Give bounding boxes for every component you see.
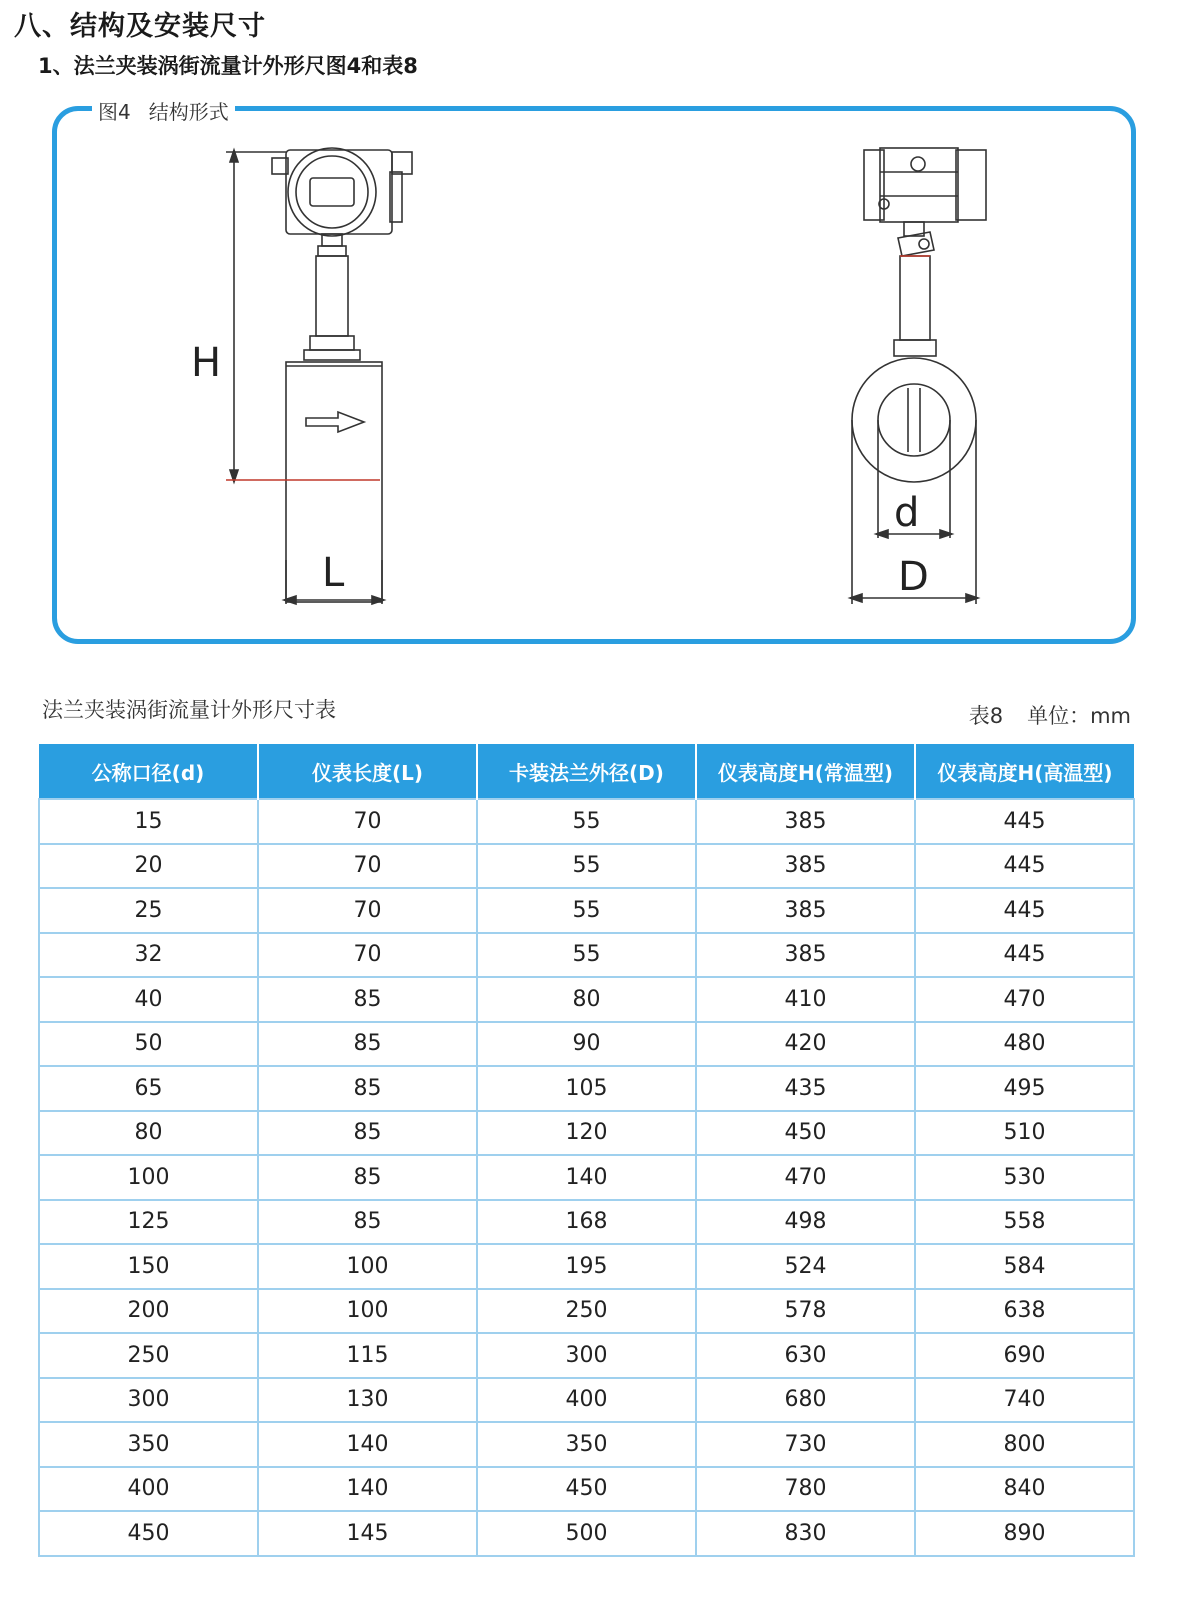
table-cell: 558 (915, 1200, 1134, 1245)
table-row (39, 1378, 1134, 1423)
flowmeter-drawing (0, 0, 1183, 660)
table-cell: 90 (477, 1022, 696, 1067)
column-header-flange-diameter: 卡装法兰外径(D) (477, 744, 696, 799)
table-cell: 85 (258, 1155, 477, 1200)
dim-label-h: H (191, 340, 222, 386)
table-cell: 70 (258, 933, 477, 978)
table-cell: 498 (696, 1200, 915, 1245)
table-cell: 105 (477, 1066, 696, 1111)
side-view-drawing (226, 148, 412, 604)
table-cell: 200 (39, 1289, 258, 1334)
table-cell: 85 (258, 1111, 477, 1156)
section-heading: 八、结构及安装尺寸 (14, 11, 266, 42)
table-cell: 530 (915, 1155, 1134, 1200)
column-header-nominal-diameter: 公称口径(d) (39, 744, 258, 799)
table-cell: 80 (477, 977, 696, 1022)
table-row (39, 977, 1134, 1022)
table-unit: 单位：mm (1027, 704, 1131, 728)
table-cell: 445 (915, 888, 1134, 933)
table-cell: 300 (477, 1333, 696, 1378)
dim-label-l: L (322, 550, 345, 596)
table-cell: 32 (39, 933, 258, 978)
table-row (39, 799, 1134, 844)
table-cell: 470 (696, 1155, 915, 1200)
table-cell: 630 (696, 1333, 915, 1378)
table-cell: 495 (915, 1066, 1134, 1111)
table-body (39, 799, 1134, 1556)
table-cell: 140 (258, 1467, 477, 1512)
table-cell: 55 (477, 844, 696, 889)
table-number-unit (969, 700, 1131, 730)
table-cell: 85 (258, 977, 477, 1022)
table-cell: 410 (696, 977, 915, 1022)
table-cell: 445 (915, 799, 1134, 844)
table-cell: 840 (915, 1467, 1134, 1512)
table-cell: 385 (696, 799, 915, 844)
column-header-height-normal: 仪表高度H(常温型) (696, 744, 915, 799)
table-cell: 145 (258, 1511, 477, 1556)
table-row (39, 1511, 1134, 1556)
table-cell: 830 (696, 1511, 915, 1556)
table-row (39, 1244, 1134, 1289)
table-cell: 100 (39, 1155, 258, 1200)
table-cell: 80 (39, 1111, 258, 1156)
table-cell: 400 (39, 1467, 258, 1512)
table-cell: 65 (39, 1066, 258, 1111)
table-cell: 40 (39, 977, 258, 1022)
table-header-row (39, 744, 1134, 799)
table-cell: 140 (258, 1422, 477, 1467)
table-row (39, 1422, 1134, 1467)
table-cell: 780 (696, 1467, 915, 1512)
table-cell: 450 (39, 1511, 258, 1556)
table-row (39, 844, 1134, 889)
table-row (39, 1289, 1134, 1334)
table-cell: 800 (915, 1422, 1134, 1467)
table-cell: 450 (477, 1467, 696, 1512)
table-cell: 350 (477, 1422, 696, 1467)
table-caption: 法兰夹装涡街流量计外形尺寸表 (42, 698, 336, 722)
table-cell: 100 (258, 1244, 477, 1289)
dim-label-d-inner: d (894, 490, 920, 536)
table-cell: 250 (39, 1333, 258, 1378)
table-cell: 300 (39, 1378, 258, 1423)
table-row (39, 1111, 1134, 1156)
table-cell: 55 (477, 888, 696, 933)
table-row (39, 1200, 1134, 1245)
table-cell: 890 (915, 1511, 1134, 1556)
table-number: 表8 (968, 704, 1004, 728)
table-cell: 470 (915, 977, 1134, 1022)
table-cell: 125 (39, 1200, 258, 1245)
table-cell: 578 (696, 1289, 915, 1334)
table-cell: 500 (477, 1511, 696, 1556)
table-cell: 85 (258, 1022, 477, 1067)
table-cell: 250 (477, 1289, 696, 1334)
table-cell: 385 (696, 844, 915, 889)
table-cell: 25 (39, 888, 258, 933)
table-cell: 435 (696, 1066, 915, 1111)
table-row (39, 933, 1134, 978)
table-cell: 150 (39, 1244, 258, 1289)
table-cell: 55 (477, 933, 696, 978)
table-row (39, 888, 1134, 933)
table-cell: 140 (477, 1155, 696, 1200)
table-row (39, 1467, 1134, 1512)
table-row (39, 1022, 1134, 1067)
table-cell: 385 (696, 933, 915, 978)
table-cell: 20 (39, 844, 258, 889)
table-cell: 195 (477, 1244, 696, 1289)
table-cell: 690 (915, 1333, 1134, 1378)
table-cell: 638 (915, 1289, 1134, 1334)
table-cell: 100 (258, 1289, 477, 1334)
table-cell: 400 (477, 1378, 696, 1423)
table-cell: 420 (696, 1022, 915, 1067)
table-cell: 350 (39, 1422, 258, 1467)
table-cell: 740 (915, 1378, 1134, 1423)
table-row (39, 1155, 1134, 1200)
table-cell: 450 (696, 1111, 915, 1156)
table-cell: 480 (915, 1022, 1134, 1067)
subsection-heading: 1、法兰夹装涡街流量计外形尺图4和表8 (38, 54, 418, 78)
table-cell: 55 (477, 799, 696, 844)
table-cell: 730 (696, 1422, 915, 1467)
table-cell: 70 (258, 844, 477, 889)
table-cell: 85 (258, 1200, 477, 1245)
table-cell: 130 (258, 1378, 477, 1423)
table-cell: 385 (696, 888, 915, 933)
table-cell: 70 (258, 799, 477, 844)
table-cell: 584 (915, 1244, 1134, 1289)
table-cell: 168 (477, 1200, 696, 1245)
table-row (39, 1333, 1134, 1378)
dimension-table (38, 744, 1135, 1557)
figure-number: 图4 (98, 100, 131, 124)
table-cell: 524 (696, 1244, 915, 1289)
figure-caption: 结构形式 (148, 100, 229, 124)
table-cell: 445 (915, 933, 1134, 978)
table-cell: 680 (696, 1378, 915, 1423)
column-header-length: 仪表长度(L) (258, 744, 477, 799)
table-row (39, 1066, 1134, 1111)
table-cell: 15 (39, 799, 258, 844)
dim-label-d-outer: D (898, 554, 929, 600)
table-cell: 85 (258, 1066, 477, 1111)
table-cell: 70 (258, 888, 477, 933)
column-header-height-high-temp: 仪表高度H(高温型) (915, 744, 1134, 799)
table-cell: 120 (477, 1111, 696, 1156)
table-cell: 445 (915, 844, 1134, 889)
table-cell: 50 (39, 1022, 258, 1067)
table-cell: 115 (258, 1333, 477, 1378)
table-cell: 510 (915, 1111, 1134, 1156)
